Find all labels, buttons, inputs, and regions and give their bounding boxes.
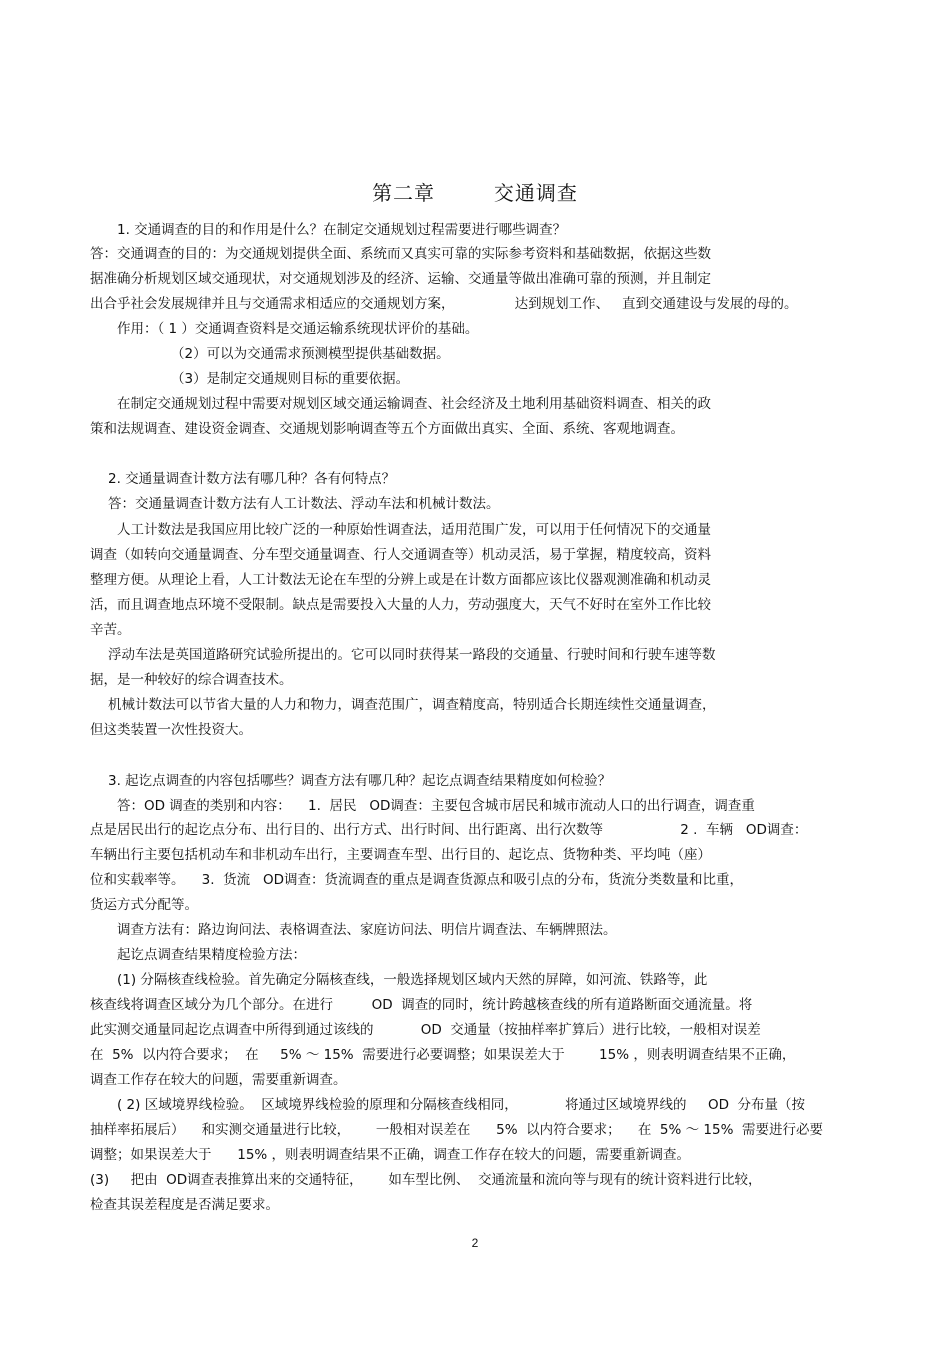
answer-1-line-1: 答：交通调查的目的：为交通规划提供全面、系统而又真实可靠的实际参考资料和基础数据，依据这些数 (90, 246, 711, 262)
answer-3-check-1-line-2: 核查线将调查区域分为几个部分。在进行 OD 调查的同时，统计跨越核查线的所有道路断面交通流量。将 (90, 997, 753, 1013)
page-number: 2 (471, 1236, 479, 1250)
answer-3-accuracy-heading: 起讫点调查结果精度检验方法： (117, 947, 306, 963)
answer-1-role-2: （2）可以为交通需求预测模型提供基础数据。 (171, 346, 450, 362)
answer-1-survey-line-1: 在制定交通规划过程中需要对规划区域交通运输调查、社会经济及土地利用基础资料调查、相关的政 (117, 396, 711, 412)
answer-2-manual-line-1: 人工计数法是我国应用比较广泛的一种原始性调查法，适用范围广发，可以用于任何情况下的交通量 (117, 522, 711, 538)
question-3: 3. 起讫点调查的内容包括哪些？调查方法有哪几种？起讫点调查结果精度如何检验？ (108, 773, 612, 789)
answer-2-machine-line-2: 但这类装置一次性投资大。 (90, 722, 252, 738)
answer-3-od-line-5: 货运方式分配等。 (90, 897, 198, 913)
answer-3-od-line-1: 答：OD 调查的类别和内容： 1. 居民 OD调查：主要包含城市居民和城市流动人口的出行调查，调查重 (117, 798, 755, 814)
answer-3-od-line-4: 位和实载率等。 3. 货流 OD调查：货流调查的重点是调查货源点和吸引点的分布，货流分类数量和比重， (90, 872, 744, 888)
answer-1-line-3: 出合乎社会发展规律并且与交通需求相适应的交通规划方案， 达到规划工作、 直到交通建设与发展的母的。 (90, 296, 798, 312)
answer-3-check-2-line-2: 抽样率拓展后） 和实测交通量进行比较， 一般相对误差在 5% 以内符合要求； 在 5% ～ 15% 需要进行必要 (90, 1122, 823, 1138)
answer-2-line-1: 答：交通量调查计数方法有人工计数法、浮动车法和机械计数法。 (108, 496, 500, 512)
answer-2-manual-line-3: 整理方便。从理论上看，人工计数法无论在车型的分辨上或是在计数方面都应该比仪器观测准确和机动灵 (90, 572, 711, 588)
answer-1-survey-line-2: 策和法规调查、建设资金调查、交通规划影响调查等五个方面做出真实、全面、系统、客观地调查。 (90, 421, 684, 437)
question-2: 2. 交通量调查计数方法有哪几种？各有何特点？ (108, 471, 396, 487)
answer-1-role-3: （3）是制定交通规则目标的重要依据。 (171, 371, 410, 387)
answer-1-line-2: 据准确分析规划区域交通现状，对交通规划涉及的经济、运输、交通量等做出准确可靠的预测，并且制定 (90, 271, 711, 287)
answer-3-check-1-line-4: 在 5% 以内符合要求； 在 5% ～ 15% 需要进行必要调整；如果误差大于 15% ，则表明调查结果不正确， (90, 1047, 796, 1063)
answer-3-methods: 调查方法有：路边询问法、表格调查法、家庭访问法、明信片调查法、车辆牌照法。 (117, 922, 617, 938)
answer-3-check-3-line-2: 检查其误差程度是否满足要求。 (90, 1197, 279, 1213)
answer-3-od-line-3: 车辆出行主要包括机动车和非机动车出行，主要调查车型、出行目的、起讫点、货物种类、平均吨（座） (90, 847, 711, 863)
answer-3-check-1-line-3: 此实测交通量同起讫点调查中所得到通过该线的 OD 交通量（按抽样率扩算后）进行比较，一般相对误差 (90, 1022, 761, 1038)
answer-2-machine-line-1: 机械计数法可以节省大量的人力和物力，调查范围广，调查精度高，特别适合长期连续性交通量调查， (108, 697, 716, 713)
answer-2-manual-line-2: 调查（如转向交通量调查、分车型交通量调查、行人交通调查等）机动灵活，易于掌握，精度较高，资料 (90, 547, 711, 563)
answer-3-od-line-2: 点是居民出行的起讫点分布、出行目的、出行方式、出行时间、出行距离、出行次数等 2 . 车辆 OD调查： (90, 822, 808, 838)
answer-3-check-2-line-1: ( 2) 区域境界线检验。 区域境界线检验的原理和分隔核查线相同， 将通过区域境界线的 OD 分布量（按 (117, 1097, 806, 1113)
answer-2-floating-line-1: 浮动车法是英国道路研究试验所提出的。它可以同时获得某一路段的交通量、行驶时间和行驶车速等数 (108, 647, 716, 663)
answer-3-check-1-line-1: (1) 分隔核查线检验。首先确定分隔核查线，一般选择规划区域内天然的屏障，如河流、铁路等，此 (117, 972, 708, 988)
answer-2-floating-line-2: 据，是一种较好的综合调查技术。 (90, 672, 293, 688)
answer-3-check-3-line-1: (3) 把由 OD调查表推算出来的交通特征， 如车型比例、 交通流量和流向等与现有的统计资料进行比较， (90, 1172, 762, 1188)
answer-2-manual-line-5: 辛苦。 (90, 622, 131, 638)
answer-3-check-2-line-3: 调整；如果误差大于 15% ，则表明调查结果不正确，调查工作存在较大的问题，需要重新调查。 (90, 1147, 691, 1163)
chapter-title: 第二章 交通调查 (372, 181, 578, 205)
answer-1-role-1: 作用：（ 1 ）交通调查资料是交通运输系统现状评价的基础。 (117, 321, 479, 337)
answer-3-check-1-line-5: 调查工作存在较大的问题，需要重新调查。 (90, 1072, 347, 1088)
answer-2-manual-line-4: 活，而且调查地点环境不受限制。缺点是需要投入大量的人力，劳动强度大，天气不好时在室外工作比较 (90, 597, 711, 613)
question-1: 1. 交通调查的目的和作用是什么？在制定交通规划过程需要进行哪些调查？ (117, 222, 567, 238)
